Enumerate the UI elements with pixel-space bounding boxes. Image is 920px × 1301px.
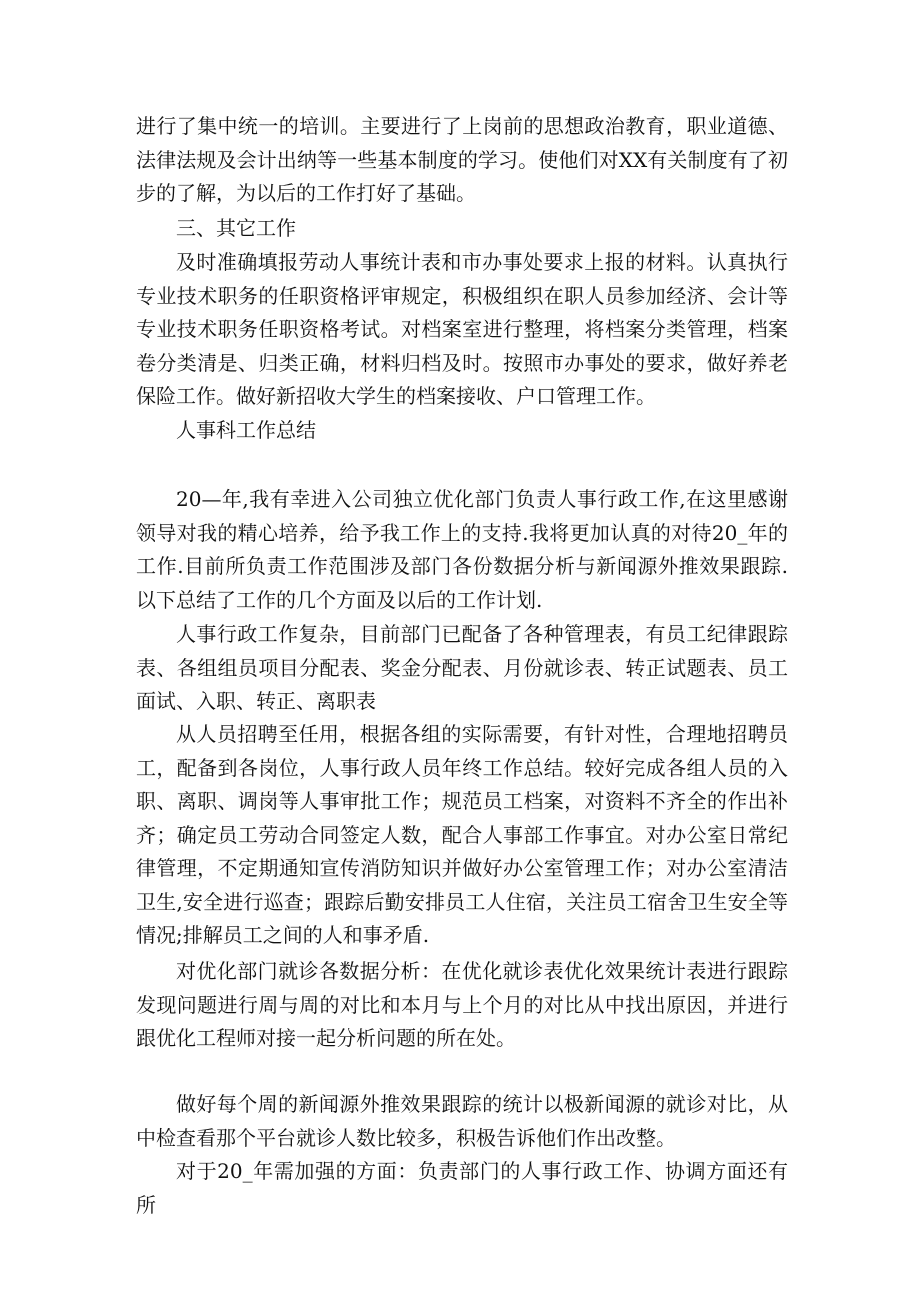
paragraph-intro: 20—年,我有幸进入公司独立优化部门负责人事行政工作,在这里感谢领导对我的精心培养，给予我工作上的支持.我将更加认真的对待20_年的工作.目前所负责工作范围涉及部门各份数据分析与新闻源外推效果跟踪.以下总结了工作的几个方面及以后的工作计划. (136, 487, 788, 612)
paragraph-improvements: 对于20_年需加强的方面：负责部门的人事行政工作、协调方面还有所 (136, 1159, 788, 1217)
paragraph-news-source-tracking: 做好每个周的新闻源外推效果跟踪的统计以极新闻源的就诊对比，从中检查看那个平台就诊人数比较多，积极告诉他们作出改整。 (136, 1092, 788, 1150)
paragraph-recruitment: 从人员招聘至任用，根据各组的实际需要，有针对性，合理地招聘员工，配备到各岗位，人事行政人员年终工作总结。较好完成各组人员的入职、离职、调岗等人事审批工作；规范员工档案，对资料不齐全的作出补齐；确定员工劳动合同签定人数，配合人事部工作事宜。对办公室日常纪律管理，不定期通知宣传消防知识并做好办公室管理工作；对办公室清洁卫生,安全进行巡查；跟踪后勤安排员工人住宿，关注员工宿舍卫生安全等情况;排解员工之间的人和事矛盾. (136, 722, 788, 947)
document-title-hr-summary: 人事科工作总结 (176, 418, 316, 442)
paragraph-training: 进行了集中统一的培训。主要进行了上岗前的思想政治教育，职业道德、法律法规及会计出纳等一些基本制度的学习。使他们对XX有关制度有了初步的了解，为以后的工作打好了基础。 (136, 114, 788, 205)
paragraph-data-analysis: 对优化部门就诊各数据分析：在优化就诊表优化效果统计表进行跟踪发现问题进行周与周的对比和本月与上个月的对比从中找出原因，并进行跟优化工程师对接一起分析问题的所在处。 (136, 959, 788, 1050)
paragraph-other-work: 及时准确填报劳动人事统计表和市办事处要求上报的材料。认真执行专业技术职务的任职资格评审规定，积极组织在职人员参加经济、会计等专业技术职务任职资格考试。对档案室进行整理，将档案分类管理，档案卷分类清是、归类正确，材料归档及时。按照市办事处的要求，做好养老保险工作。做好新招收大学生的档案接收、户口管理工作。 (136, 250, 788, 408)
section-heading-other-work: 三、其它工作 (176, 216, 296, 240)
paragraph-management-forms: 人事行政工作复杂，目前部门已配备了各种管理表，有员工纪律跟踪表、各组组员项目分配表、奖金分配表、月份就诊表、转正试题表、员工面试、入职、转正、离职表 (136, 622, 788, 713)
